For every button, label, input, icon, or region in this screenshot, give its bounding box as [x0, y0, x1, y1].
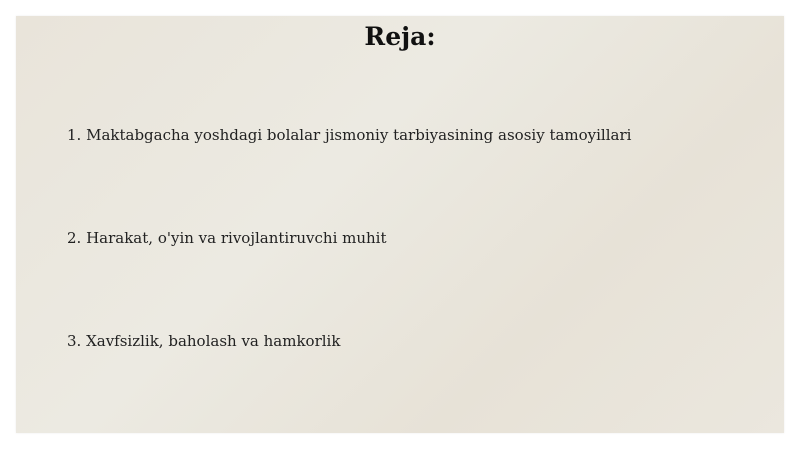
slide-title: Reja:	[364, 22, 436, 51]
plan-item-1: 1. Maktabgacha yoshdagi bolalar jismoniy tarbiyasining asosiy tamoyillari	[67, 126, 632, 144]
plan-item-3: 3. Xavfsizlik, baholash va hamkorlik	[67, 332, 341, 350]
slide	[16, 16, 784, 433]
plan-item-2: 2. Harakat, o'yin va rivojlantiruvchi muhit	[67, 229, 387, 247]
